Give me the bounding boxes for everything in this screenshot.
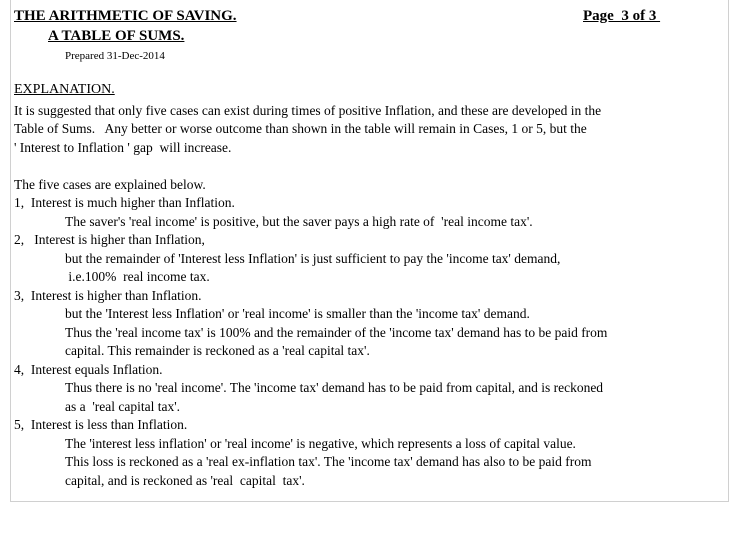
case-line: but the 'Interest less Inflation' or 'real income' is smaller than the 'income tax' demand. [65, 306, 530, 321]
case-line: The saver's 'real income' is positive, but the saver pays a high rate of 'real income tax'. [65, 214, 533, 229]
case-line: as a 'real capital tax'. [65, 399, 181, 414]
page-number: Page 3 of 3 [583, 8, 661, 24]
case-line: Thus there is no 'real income'. The 'income tax' demand has to be paid from capital, and is reckoned [65, 380, 604, 395]
intro-line: It is suggested that only five cases can exist during times of positive Inflation, and these are developed in the [14, 103, 602, 118]
case-title-1: 1, Interest is much higher than Inflation. [14, 195, 235, 210]
case-title-3: 3, Interest is higher than Inflation. [14, 288, 202, 303]
case-title-4: 4, Interest equals Inflation. [14, 362, 163, 377]
case-title-2: 2, Interest is higher than Inflation, [14, 232, 205, 247]
case-line: The 'interest less inflation' or 'real income' is negative, which represents a loss of capital value. [65, 436, 576, 451]
case-line: capital. This remainder is reckoned as a 'real capital tax'. [65, 343, 370, 358]
case-line: This loss is reckoned as a 'real ex-inflation tax'. The 'income tax' demand has also to be paid from [65, 454, 592, 469]
case-title-5: 5, Interest is less than Inflation. [14, 417, 188, 432]
intro-line: ' Interest to Inflation ' gap will increase. [14, 140, 232, 155]
document-page [10, 0, 729, 502]
cases-intro: The five cases are explained below. [14, 177, 206, 192]
case-line: but the remainder of 'Interest less Inflation' is just sufficient to pay the 'income tax' demand, [65, 251, 561, 266]
document-subtitle: A TABLE OF SUMS. [48, 28, 185, 44]
prepared-date: Prepared 31-Dec-2014 [65, 50, 165, 62]
document-title: THE ARITHMETIC OF SAVING. [14, 8, 237, 24]
case-line: Thus the 'real income tax' is 100% and the remainder of the 'income tax' demand has to be paid from [65, 325, 608, 340]
case-line: i.e.100% real income tax. [65, 269, 210, 284]
case-line: capital, and is reckoned as 'real capital tax'. [65, 473, 305, 488]
explanation-heading: EXPLANATION. [14, 82, 115, 97]
intro-line: Table of Sums. Any better or worse outcome than shown in the table will remain in Cases, 1 or 5, but the [14, 121, 587, 136]
